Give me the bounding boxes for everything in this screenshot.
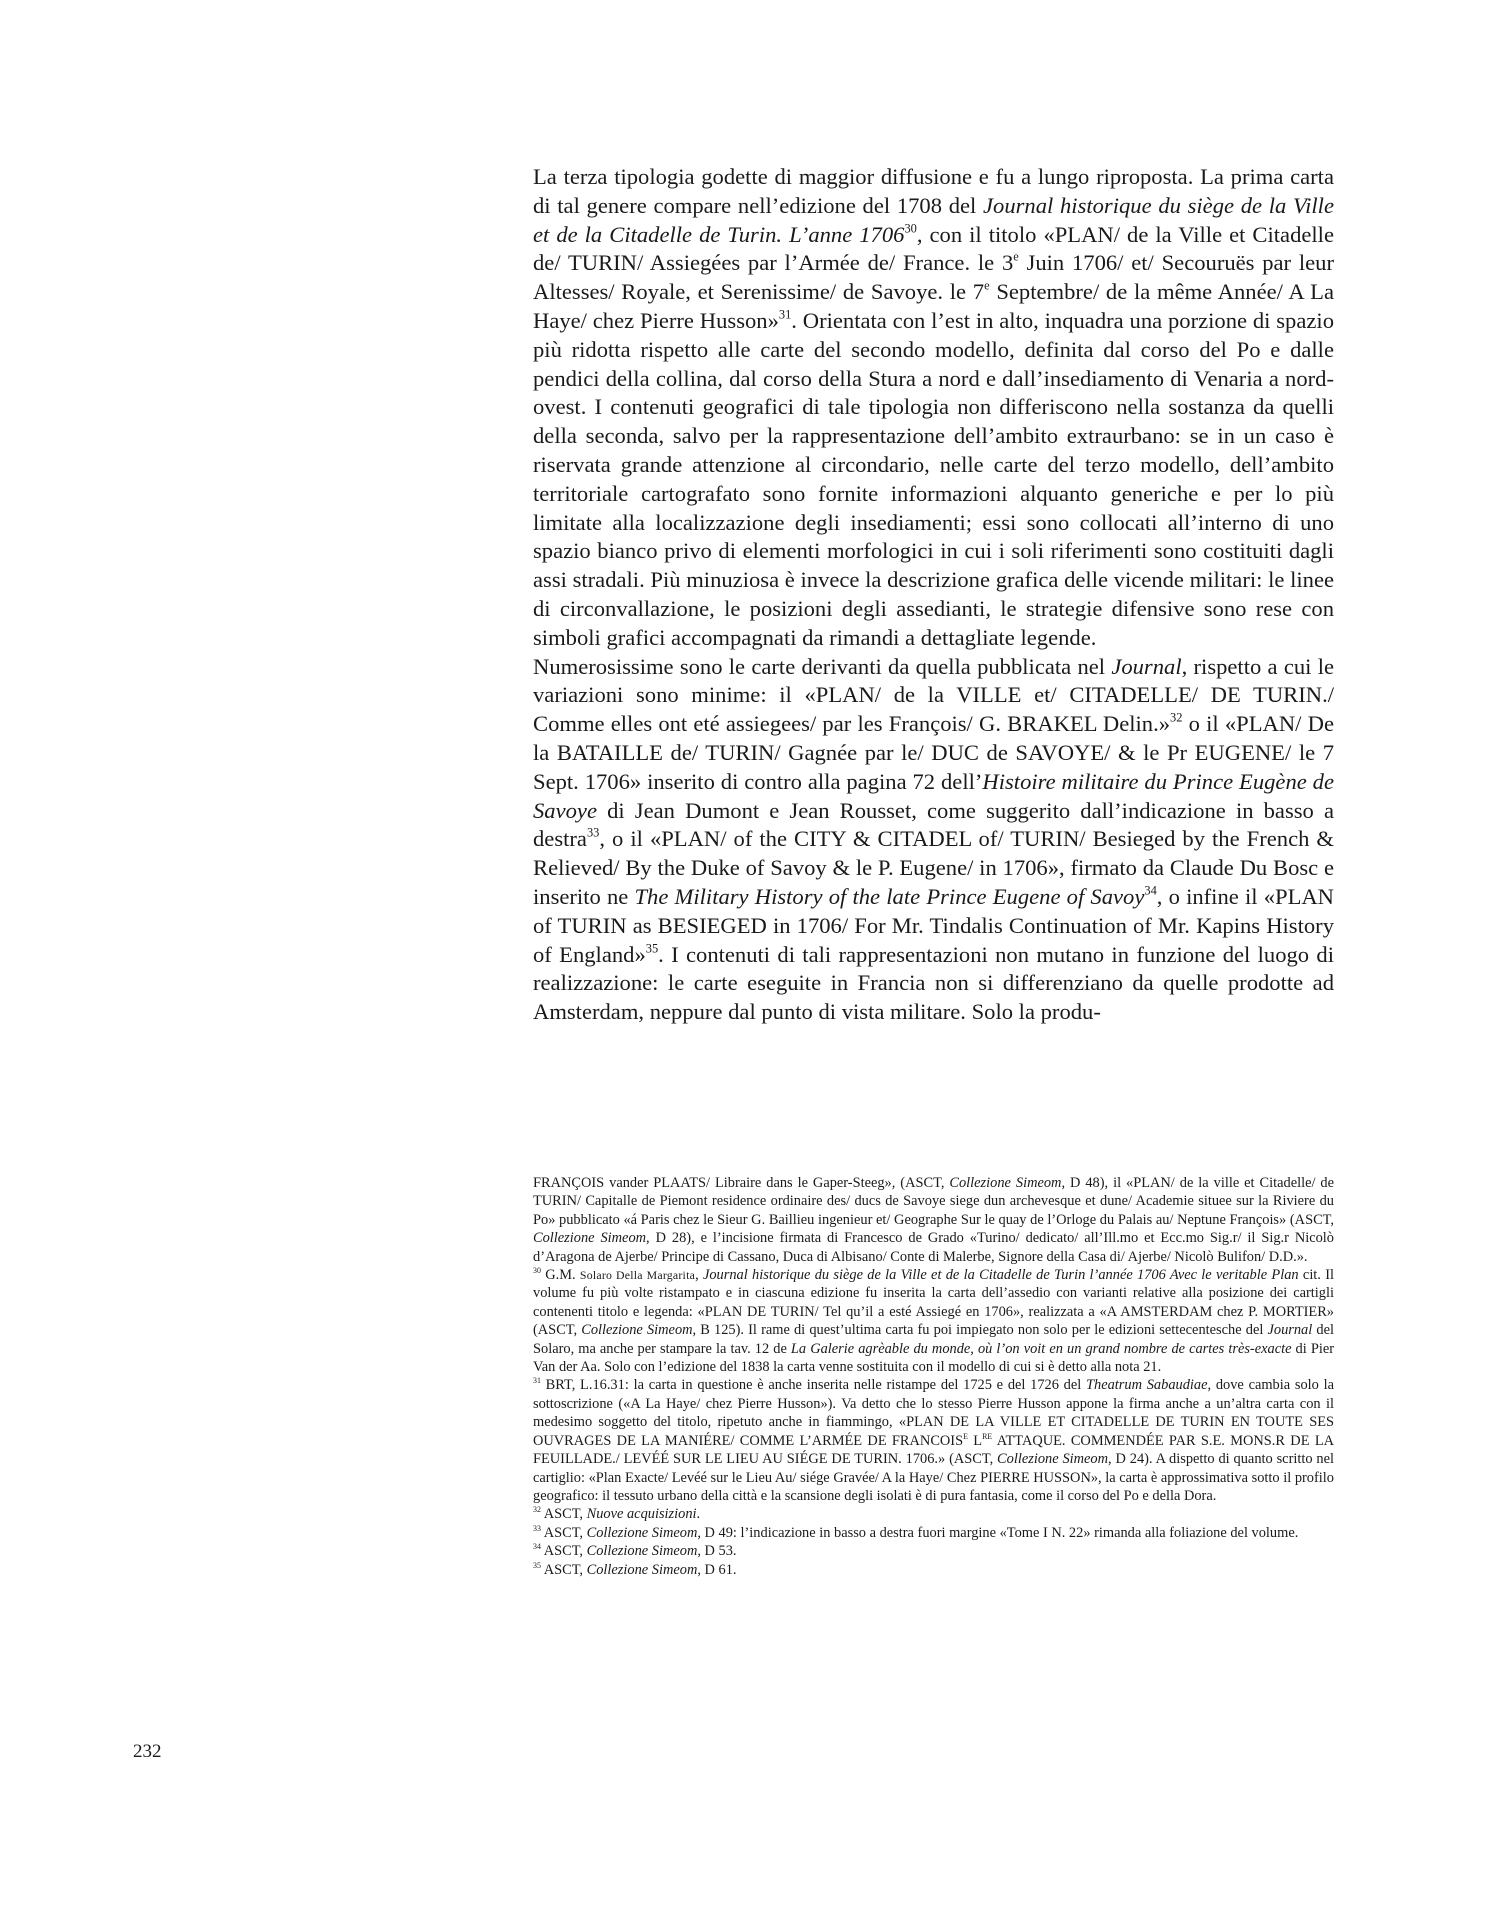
footnote-number: 35 — [533, 1560, 541, 1570]
author-small-caps: Solaro Della Margarita — [579, 1268, 696, 1283]
footnote-ref-33[interactable]: 33 — [586, 826, 600, 841]
footnote-32: $^{32}$ ASCT, Nuove acquisizioni. — [533, 1505, 701, 1523]
main-text — [533, 163, 1334, 1027]
footnotes — [533, 1174, 1334, 1579]
footnote-34: $^{34}$ ASCT, Collezione Simeom, D 53. — [533, 1542, 737, 1560]
page-number: 232 — [133, 1741, 162, 1762]
footnote-35: $^{35}$ ASCT, Collezione Simeom, D 61. — [533, 1560, 737, 1578]
paragraph: La terza tipologia godette di maggior diffusione e fu a lungo riproposta. La prima carta di tal genere compare nell’edizione del 1708 del Journal historique du siège de la Ville et de la Citadelle de Turin. L’anne 1706$^{30}$, con il titolo «PLAN/ de la Ville et Citadelle de/ TURIN/ Assiegées par l’Armée de/ France. le 3e Juin 1706/ et/ Secouruës par leur Altesses/ Royale, et Serenissime/ de Savoye. le 7e Septembre/ de la même Année/ A La Haye/ chez Pierre Husson»$^{31}$. Orientata con l’est in alto, inquadra una porzione di spazio più ridotta rispetto alle carte del secondo modello, definita dal corso del Po e dalle pendici della collina, dal corso della Stura a nord e dall’insediamento di Venaria a nord-ovest. I contenuti geografici di tale tipologia non differiscono nella sostanza da quelli della seconda, salvo per la rappresentazione dell’ambito extraurbano: se in un caso è riservata grande attenzione al circondario, nelle carte del terzo modello, dell’ambito territoriale cartografato sono fornite informazioni alquanto generiche e per lo più limitate alla localizzazione degli insediamenti; essi sono collocati all’interno di uno spazio bianco privo di elementi morfologici in cui i soli riferimenti sono costituiti dagli assi stradali. Più minuziosa è invece la descrizione grafica delle vicende militari: le linee di circonvallazione, le posizioni degli assedianti, le strategie difensive sono rese con simboli grafici accompagnati da rimandi a dettagliate legende. — [533, 164, 1334, 650]
footnote-number: 34 — [533, 1542, 541, 1552]
footnote-33: $^{33}$ ASCT, Collezione Simeom, D 49: l’indicazione in basso a destra fuori margine «Tome I N. 22» rimanda alla foliazione del volume. — [533, 1523, 1299, 1541]
footnote-29-continued: FRANÇOIS vander PLAATS/ Libraire dans le Gaper-Steeg», (ASCT, Collezione Simeom, D 48), il «PLAN/ de la ville et Citadelle/ de TURIN/ Capitalle de Piemont residence ordinaire des/ ducs de Savoye siege dun archevesque et dune/ Academie situee sur la Riviere du Po» pubblicato «á Paris chez le Sieur G. Baillieu ingenieur et/ Geographe Sur le quay de l’Orloge du Palais au/ Neptune François» (ASCT, Collezione Simeom, D 28), e l’incisione firmata di Francesco de Grado «Turino/ dedicato/ all’Ill.mo et Ecc.mo Sig.r/ il Sig.r Nicolò d’Aragona de Ajerbe/ Principe di Cassano, Duca di Albisano/ Conte di Malerbe, Signore della Casa di/ Ajerbe/ Nicolò Bulifon/ D.D.». — [533, 1175, 1334, 1265]
footnote-ref-31[interactable]: 31 — [778, 307, 792, 322]
footnote-number: 31 — [533, 1376, 541, 1386]
footnote-ref-34[interactable]: 34 — [1144, 883, 1157, 898]
italic-title: Histoire militaire du Prince Eugène de Savoye — [533, 768, 1334, 823]
footnote-number: 32 — [533, 1505, 541, 1515]
footnote-30: $^{30}$ G.M. Solaro Della Margarita, Journal historique du siège de la Ville et de la Citadelle de Turin l’année 1706 Avec le veritable Plan cit. Il volume fu più volte ristampato e in ciascuna edizione fu inserita la carta dell’assedio con varianti relative alla posizione dei cartigli contenenti titolo e legenda: «PLAN DE TURIN/ Tel qu’il a esté Assiegé en 1706», realizzata a «A AMSTERDAM chez P. MORTIER» (ASCT, Collezione Simeom, B 125). Il rame di quest’ultima carta fu poi impiegato non solo per le edizioni settecentesche del Journal del Solaro, ma anche per stampare la tav. 12 de La Galerie agrèable du monde, où l’on voit en un grand nombre de cartes très-exacte di Pier Van der Aa. Solo con l’edizione del 1838 la carta venne sostituita con il modello di cui si è detto alla nota 21. — [533, 1266, 1335, 1376]
footnote-number: 33 — [533, 1523, 541, 1533]
superscript: e — [1013, 250, 1019, 265]
superscript: e — [984, 278, 990, 293]
footnote-31: $^{31}$ BRT, L.16.31: la carta in questione è anche inserita nelle ristampe del 1725 e del 1726 del Theatrum Sabaudiae, dove cambia solo la sottoscrizione («A La Haye/ chez Pierre Husson»). Va detto che lo stesso Pierre Husson appone la firma anche a un’altra carta con il medesimo soggetto del titolo, ripetuto anche in fiammingo, «PLAN DE LA VILLE ET CITADELLE DE TURIN EN TOUTE SES OUVRAGES DE LA MANIÉRE/ COMME L’ARMÉE DE $FRANCOIS^E$ LRE ATTAQUE. COMMENDÉE PAR S.E. MONS.R DE LA FEUILLADE./ LEVÉÉ SUR LE LIEU AU SIÉGE DE TURIN. 1706.» (ASCT, Collezione Simeom, D 24). A dispetto di quanto scritto nel cartiglio: «Plan Exacte/ Levéé sur le Lieu Au/ siége Gravée/ A la Haye/ Chez PIERRE HUSSON», la carta è approssimativa sotto il profilo geografico: il tessuto urbano della città e la scansione degli isolati è di pura fantasia, come il corso del Po e della Dora. — [533, 1376, 1335, 1504]
footnote-ref-32[interactable]: 32 — [1170, 710, 1183, 725]
footnote-ref-30[interactable]: 30 — [904, 221, 917, 236]
italic-title: Journal — [1111, 653, 1182, 679]
footnote-number: 30 — [533, 1266, 541, 1276]
footnote-ref-35[interactable]: 35 — [645, 941, 659, 956]
paragraph: Numerosissime sono le carte derivanti da quella pubblicata nel Journal, rispetto a cui le variazioni sono minime: il «PLAN/ de la VILLE et/ CITADELLE/ DE TURIN./ Comme elles ont eté assiegees/ par les François/ G. BRAKEL Delin.»$^{32}$ o il «PLAN/ De la BATAILLE de/ TURIN/ Gagnée par le/ DUC de SAVOYE/ & le Pr EUGENE/ le 7 Sept. 1706» inserito di contro alla pagina 72 dell’Histoire militaire du Prince Eugène de Savoye di Jean Dumont e Jean Rousset, come suggerito dall’indicazione in basso a destra$^{33}$, o il «PLAN/ of the CITY & CITADEL of/ TURIN/ Besieged by the French & Relieved/ By the Duke of Savoy & le P. Eugene/ in 1706», firmato da Claude Du Bosc e inserito ne The Military History of the late Prince Eugene of Savoy$^{34}$, o infine il «PLAN of TURIN as BESIEGED in 1706/ For Mr. Tindalis Continuation of Mr. Kapins History of England»$^{35}$. I contenuti di tali rappresentazioni non mutano in funzione del luogo di realizzazione: le carte eseguite in Francia non si differenziano da quelle prodotte ad Amsterdam, neppure dal punto di vista militare. Solo la produ- — [533, 653, 1335, 1025]
italic-title: Journal historique du siège de la Ville et de la Citadelle de Turin. L’anne 1706 — [533, 192, 1334, 247]
italic-title: The Military History of the late Prince Eugene of Savoy — [634, 883, 1145, 909]
